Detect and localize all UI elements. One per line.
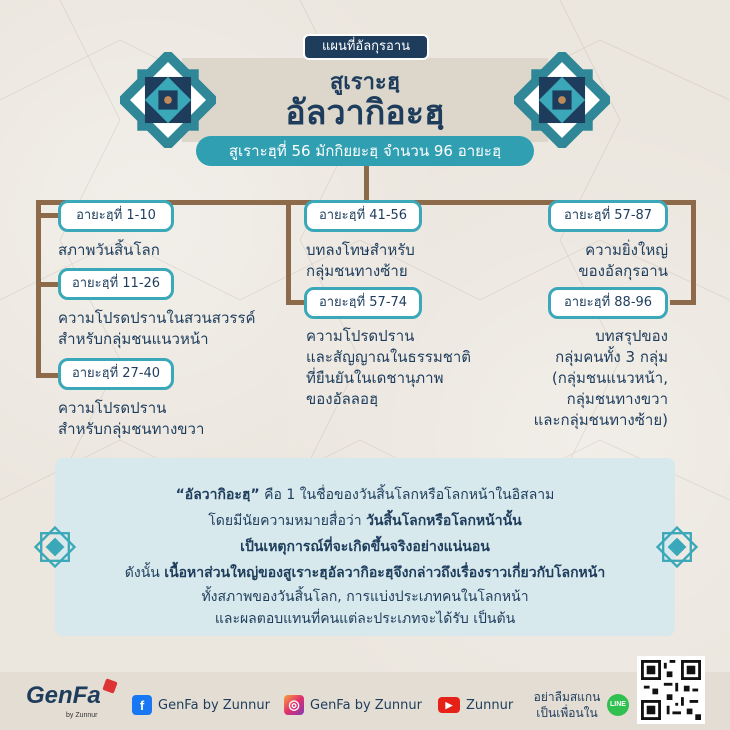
info-line-3	[55, 536, 675, 558]
facebook-link[interactable]	[132, 694, 270, 716]
facebook-label: GenFa by Zunnur	[158, 697, 270, 713]
connector-middle-vertical	[286, 200, 291, 305]
facebook-icon: f	[132, 695, 152, 715]
description-line: ความโปรดปรานในสวนสวรรค์	[58, 309, 256, 327]
description-line: ที่ยืนยันในเดชานุภาพ	[306, 369, 444, 387]
description-line: ของอัลลอฮฺ	[306, 390, 379, 408]
map-tag: แผนที่อัลกุรอาน	[303, 34, 429, 60]
verse-range-11-26: อายะฮฺที่ 11-26	[58, 268, 174, 300]
verse-range-27-40: อายะฮฺที่ 27-40	[58, 358, 174, 390]
verse-range-57-74: อายะฮฺที่ 57-74	[304, 287, 422, 319]
connector-right-branch-2	[670, 300, 694, 305]
instagram-link[interactable]	[284, 694, 422, 716]
description-line: กลุ่มชนทางขวา	[566, 390, 668, 408]
qr-code[interactable]	[637, 656, 705, 724]
info-text: ทั้งสภาพของวันสิ้นโลก, การแบ่งประเภทคนในโลกหน้า	[201, 589, 529, 605]
verse-range-88-96: อายะฮฺที่ 88-96	[548, 287, 668, 319]
section-description	[578, 240, 668, 282]
description-line: ความโปรดปราน	[306, 327, 415, 345]
verse-range-41-56: อายะฮฺที่ 41-56	[304, 200, 422, 232]
description-line: สำหรับกลุ่มชนทางขวา	[58, 420, 205, 438]
info-text: ดังนั้น	[124, 565, 165, 581]
line-add-note	[527, 689, 607, 721]
description-line: กลุ่มคนทั้ง 3 กลุ่ม	[555, 348, 668, 366]
instagram-label: GenFa by Zunnur	[310, 697, 422, 713]
info-emphasis: วันสิ้นโลกหรือโลกหน้านั้น	[366, 513, 522, 529]
line-icon[interactable]: LINE	[607, 694, 629, 716]
connector-right-vertical	[691, 200, 696, 305]
info-line-4	[55, 562, 675, 584]
islamic-star-ornament-icon	[654, 524, 700, 570]
description-line: และกลุ่มชนทางซ้าย)	[533, 411, 668, 429]
info-line-1	[55, 484, 675, 506]
section-description	[306, 240, 415, 282]
description-line: สภาพวันสิ้นโลก	[58, 241, 160, 259]
section-description	[534, 326, 668, 431]
info-quote: “อัลวากิอะฮฺ”	[175, 487, 260, 503]
info-text: และผลตอบแทนที่คนแต่ละประเภทจะได้รับ เป็นต้น	[214, 611, 516, 627]
info-box	[55, 458, 675, 636]
connector-left-branch-1	[36, 213, 60, 218]
description-line: ของอัลกุรอาน	[578, 262, 668, 280]
section-description	[58, 240, 160, 261]
page-title: อัลวากิอะฮฺ	[285, 93, 445, 133]
description-line: บทสรุปของ	[595, 327, 668, 345]
line-note-text: เป็นเพื่อนใน	[536, 706, 598, 720]
description-line: บทลงโทษสำหรับ	[306, 241, 415, 259]
youtube-icon: ▶	[438, 697, 460, 713]
section-description	[306, 326, 471, 410]
description-line: ความยิ่งใหญ่	[585, 241, 668, 259]
brand-logo: GenFa	[26, 682, 101, 709]
islamic-star-ornament-icon	[120, 52, 216, 148]
info-emphasis: เนื้อหาส่วนใหญ่ของสูเราะฮฺอัลวากิอะฮฺจึงกล่าวถึงเรื่องราวเกี่ยวกับโลกหน้า	[164, 565, 606, 581]
info-line-6	[55, 608, 675, 630]
description-line: ความโปรดปราน	[58, 399, 167, 417]
islamic-star-ornament-icon	[514, 52, 610, 148]
title-plate	[182, 58, 548, 142]
surah-info-bar: สูเราะฮฺที่ 56 มักกิยยะฮฺ จำนวน 96 อายะฮฺ	[196, 136, 534, 166]
connector-left-branch-3	[36, 373, 60, 378]
section-description	[58, 308, 256, 350]
description-line: กลุ่มชนทางซ้าย	[306, 262, 408, 280]
connector-trunk	[364, 166, 369, 202]
info-line-2	[55, 510, 675, 532]
youtube-label: Zunnur	[466, 697, 514, 713]
description-line: และสัญญาณในธรรมชาติ	[306, 348, 472, 366]
connector-middle-branch-2	[286, 300, 306, 305]
description-line: (กลุ่มชนแนวหน้า,	[551, 369, 668, 387]
verse-range-1-10: อายะฮฺที่ 1-10	[58, 200, 174, 232]
line-note-text: อย่าลืมสแกน	[533, 690, 601, 704]
brand-logo-sub: by Zunnur	[66, 712, 98, 719]
instagram-icon: ◎	[284, 695, 304, 715]
info-text: คือ 1 ในชื่อของวันสิ้นโลกหรือโลกหน้าในอิสลาม	[259, 487, 555, 503]
info-emphasis: เป็นเหตุการณ์ที่จะเกิดขึ้นจริงอย่างแน่นอน	[240, 539, 490, 555]
islamic-star-ornament-icon	[32, 524, 78, 570]
youtube-link[interactable]	[438, 694, 513, 716]
connector-left-branch-2	[36, 282, 60, 287]
info-line-5	[55, 586, 675, 608]
title-prefix: สูเราะฮฺ	[329, 70, 401, 95]
section-description	[58, 398, 204, 440]
info-text: โดยมีนัยความหมายสื่อว่า	[208, 513, 367, 529]
connector-left-vertical	[36, 200, 41, 378]
verse-range-57-87: อายะฮฺที่ 57-87	[548, 200, 668, 232]
description-line: สำหรับกลุ่มชนแนวหน้า	[58, 330, 209, 348]
